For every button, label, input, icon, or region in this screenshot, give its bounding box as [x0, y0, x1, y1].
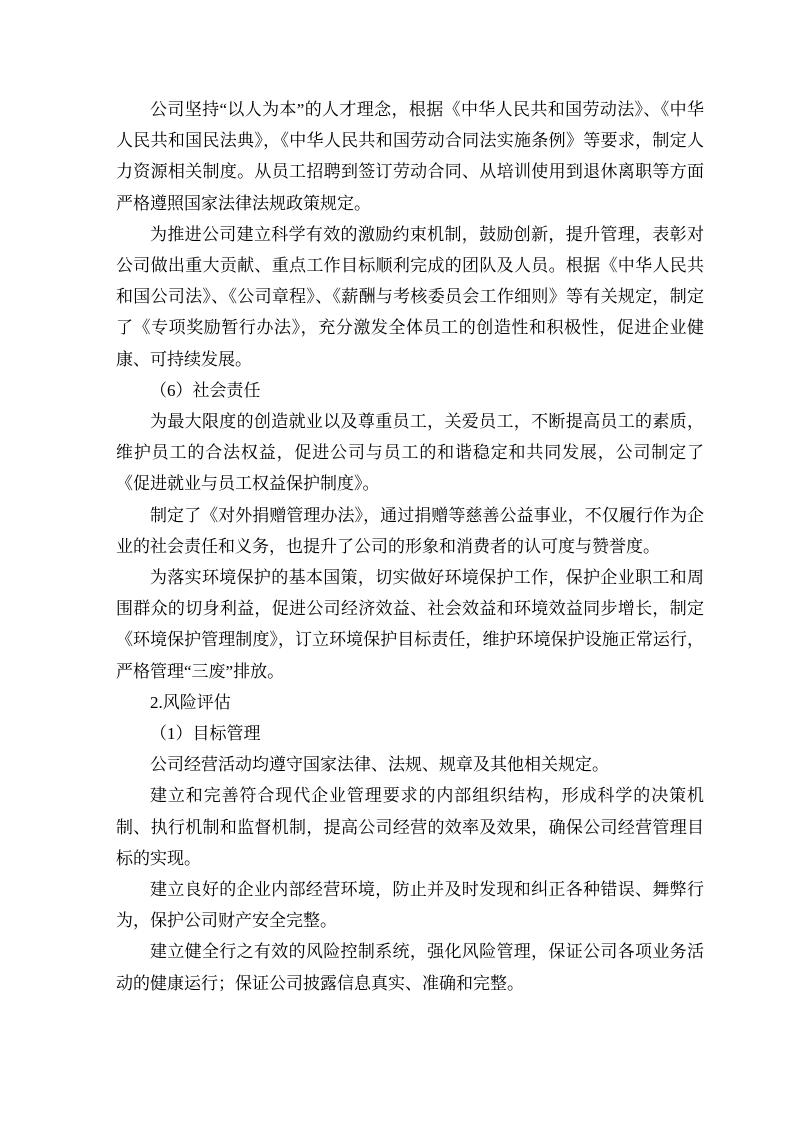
paragraph: 制定了《对外捐赠管理办法》，通过捐赠等慈善公益事业，不仅履行作为企业的社会责任和义务，也提升了公司的形象和消费者的认可度与赞誉度。: [116, 505, 704, 556]
paragraph: 为推进公司建立科学有效的激励约束机制，鼓励创新，提升管理，表彰对公司做出重大贡献、重点工作目标顺利完成的团队及人员。根据《中华人民共和国公司法》、《公司章程》、《薪酬与考核委员会工作细则》等有关规定，制定了《专项奖励暂行办法》，充分激发全体员工的创造性和积极性，促进企业健康、可持续发展。: [116, 224, 704, 369]
section-heading: （1）目标管理: [150, 724, 261, 744]
paragraph: 为落实环境保护的基本国策，切实做好环境保护工作，保护企业职工和周围群众的切身利益，促进公司经济效益、社会效益和环境效益同步增长，制定《环境保护管理制度》，订立环境保护目标责任，维护环境保护设施正常运行，严格管理“三废”排放。: [116, 568, 704, 681]
section-heading: （6）社会责任: [150, 380, 261, 400]
paragraph: 公司坚持“以人为本”的人才理念，根据《中华人民共和国劳动法》、《中华人民共和国民法典》，《中华人民共和国劳动合同法实施条例》等要求，制定人力资源相关制度。从员工招聘到签订劳动合同、从培训使用到退休离职等方面严格遵照国家法律法规政策规定。: [116, 100, 704, 213]
paragraph: 公司经营活动均遵守国家法律、法规、规章及其他相关规定。: [150, 755, 609, 775]
text-block: [116, 94, 704, 999]
paragraph: 建立和完善符合现代企业管理要求的内部组织结构，形成科学的决策机制、执行机制和监督机制，提高公司经营的效率及效果，确保公司经营管理目标的实现。: [116, 786, 704, 868]
paragraph: 建立良好的企业内部经营环境，防止并及时发现和纠正各种错误、舞弊行为，保护公司财产安全完整。: [116, 880, 704, 931]
section-heading: 2.风险评估: [150, 692, 231, 712]
paragraph: 为最大限度的创造就业以及尊重员工，关爱员工，不断提高员工的素质，维护员工的合法权益，促进公司与员工的和谐稳定和共同发展，公司制定了《促进就业与员工权益保护制度》。: [116, 412, 704, 494]
paragraph: 建立健全行之有效的风险控制系统，强化风险管理，保证公司各项业务活动的健康运行；保证公司披露信息真实、准确和完整。: [116, 942, 704, 993]
